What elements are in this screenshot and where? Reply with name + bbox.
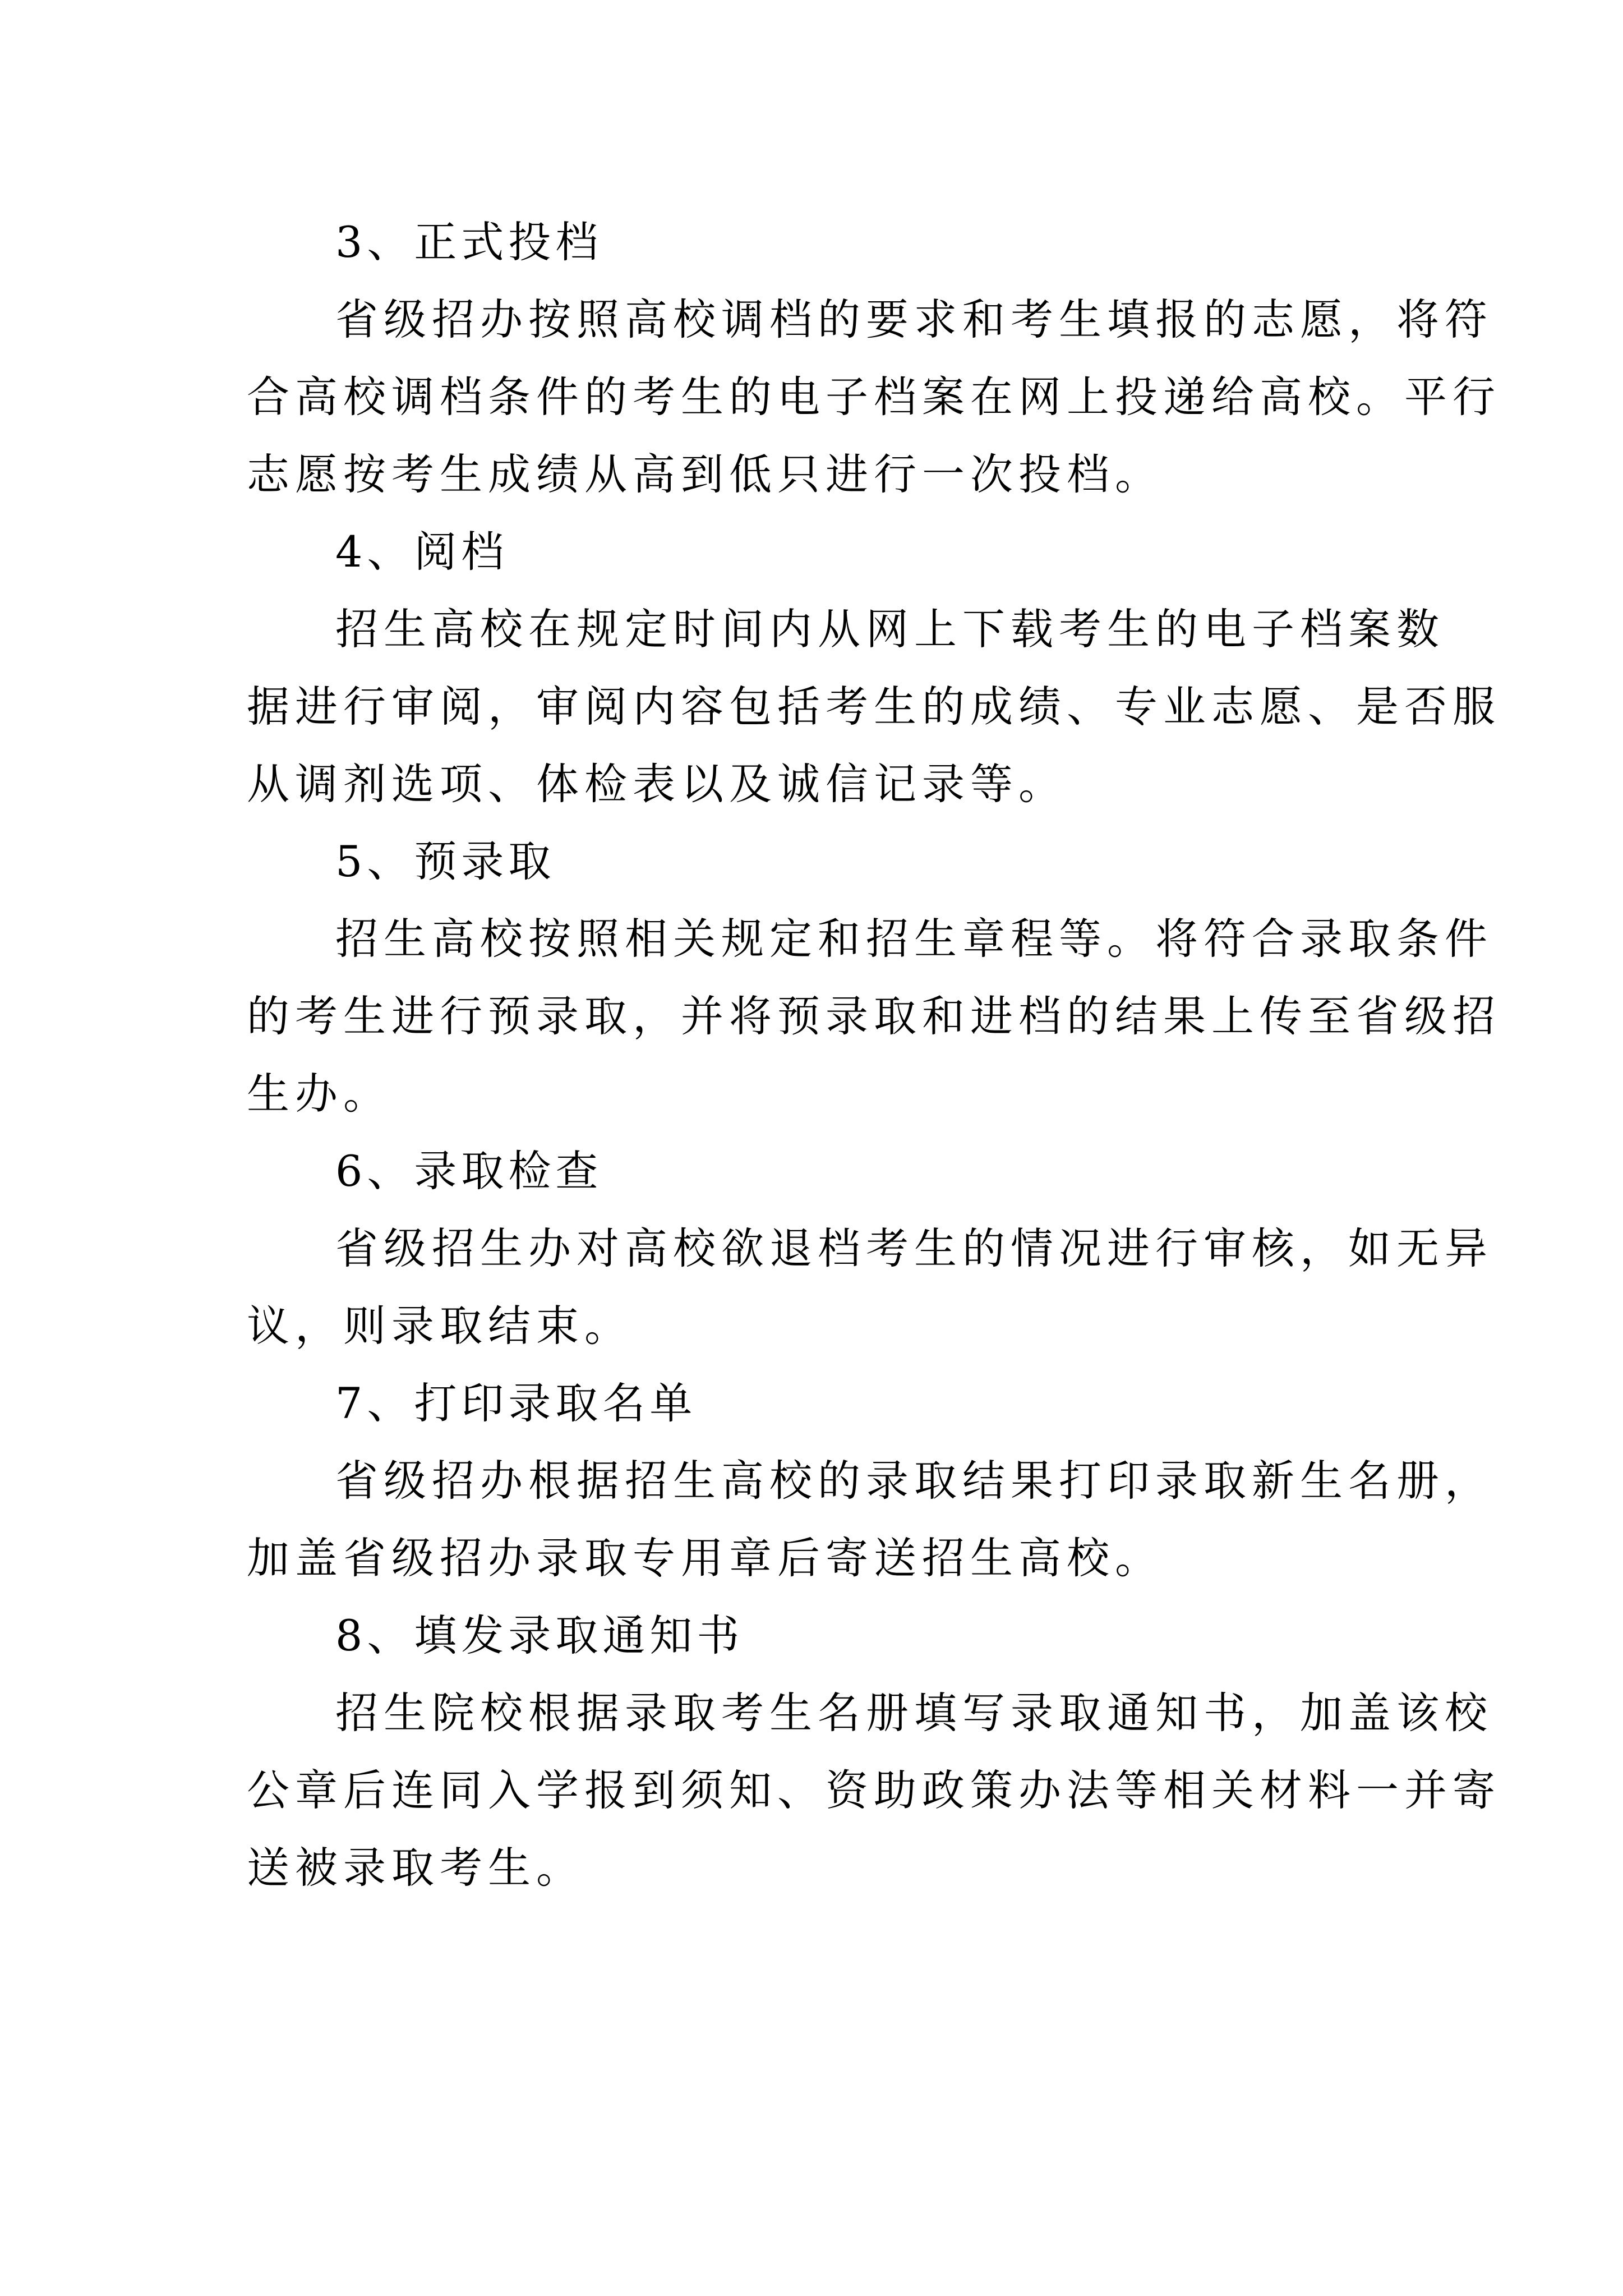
paragraph-line: 志愿按考生成绩从高到低只进行一次投档。 <box>247 449 1163 499</box>
section-heading: 7、打印录取名单 <box>335 1378 697 1428</box>
paragraph-line: 招生院校根据录取考生名册填写录取通知书，加盖该校 <box>335 1688 1493 1738</box>
paragraph-line: 公章后连同入学报到须知、资助政策办法等相关材料一并寄 <box>247 1765 1501 1815</box>
paragraph-line: 从调剂选项、体检表以及诚信记录等。 <box>247 759 1067 809</box>
section-heading: 6、录取检查 <box>335 1146 603 1196</box>
paragraph-line: 据进行审阅，审阅内容包括考生的成绩、专业志愿、是否服 <box>247 682 1501 731</box>
paragraph-line: 省级招办根据招生高校的录取结果打印录取新生名册， <box>335 1456 1493 1506</box>
paragraph-line: 议，则录取结束。 <box>247 1301 633 1351</box>
paragraph-line: 生办。 <box>247 1069 391 1119</box>
paragraph-line: 的考生进行预录取，并将预录取和进档的结果上传至省级招 <box>247 991 1501 1041</box>
section-heading: 8、填发录取通知书 <box>335 1611 744 1660</box>
section-heading: 5、预录取 <box>335 836 556 886</box>
section-heading: 3、正式投档 <box>335 217 603 267</box>
paragraph-line: 省级招办按照高校调档的要求和考生填报的志愿，将符 <box>335 295 1493 344</box>
paragraph-line: 合高校调档条件的考生的电子档案在网上投递给高校。平行 <box>247 372 1501 422</box>
paragraph-line: 招生高校在规定时间内从网上下载考生的电子档案数 <box>335 604 1445 654</box>
paragraph-line: 加盖省级招办录取专用章后寄送招生高校。 <box>247 1533 1163 1583</box>
section-heading: 4、阅档 <box>335 527 509 577</box>
paragraph-line: 省级招生办对高校欲退档考生的情况进行审核，如无异 <box>335 1223 1493 1273</box>
paragraph-line: 送被录取考生。 <box>247 1843 584 1893</box>
paragraph-line: 招生高校按照相关规定和招生章程等。将符合录取条件 <box>335 914 1493 964</box>
